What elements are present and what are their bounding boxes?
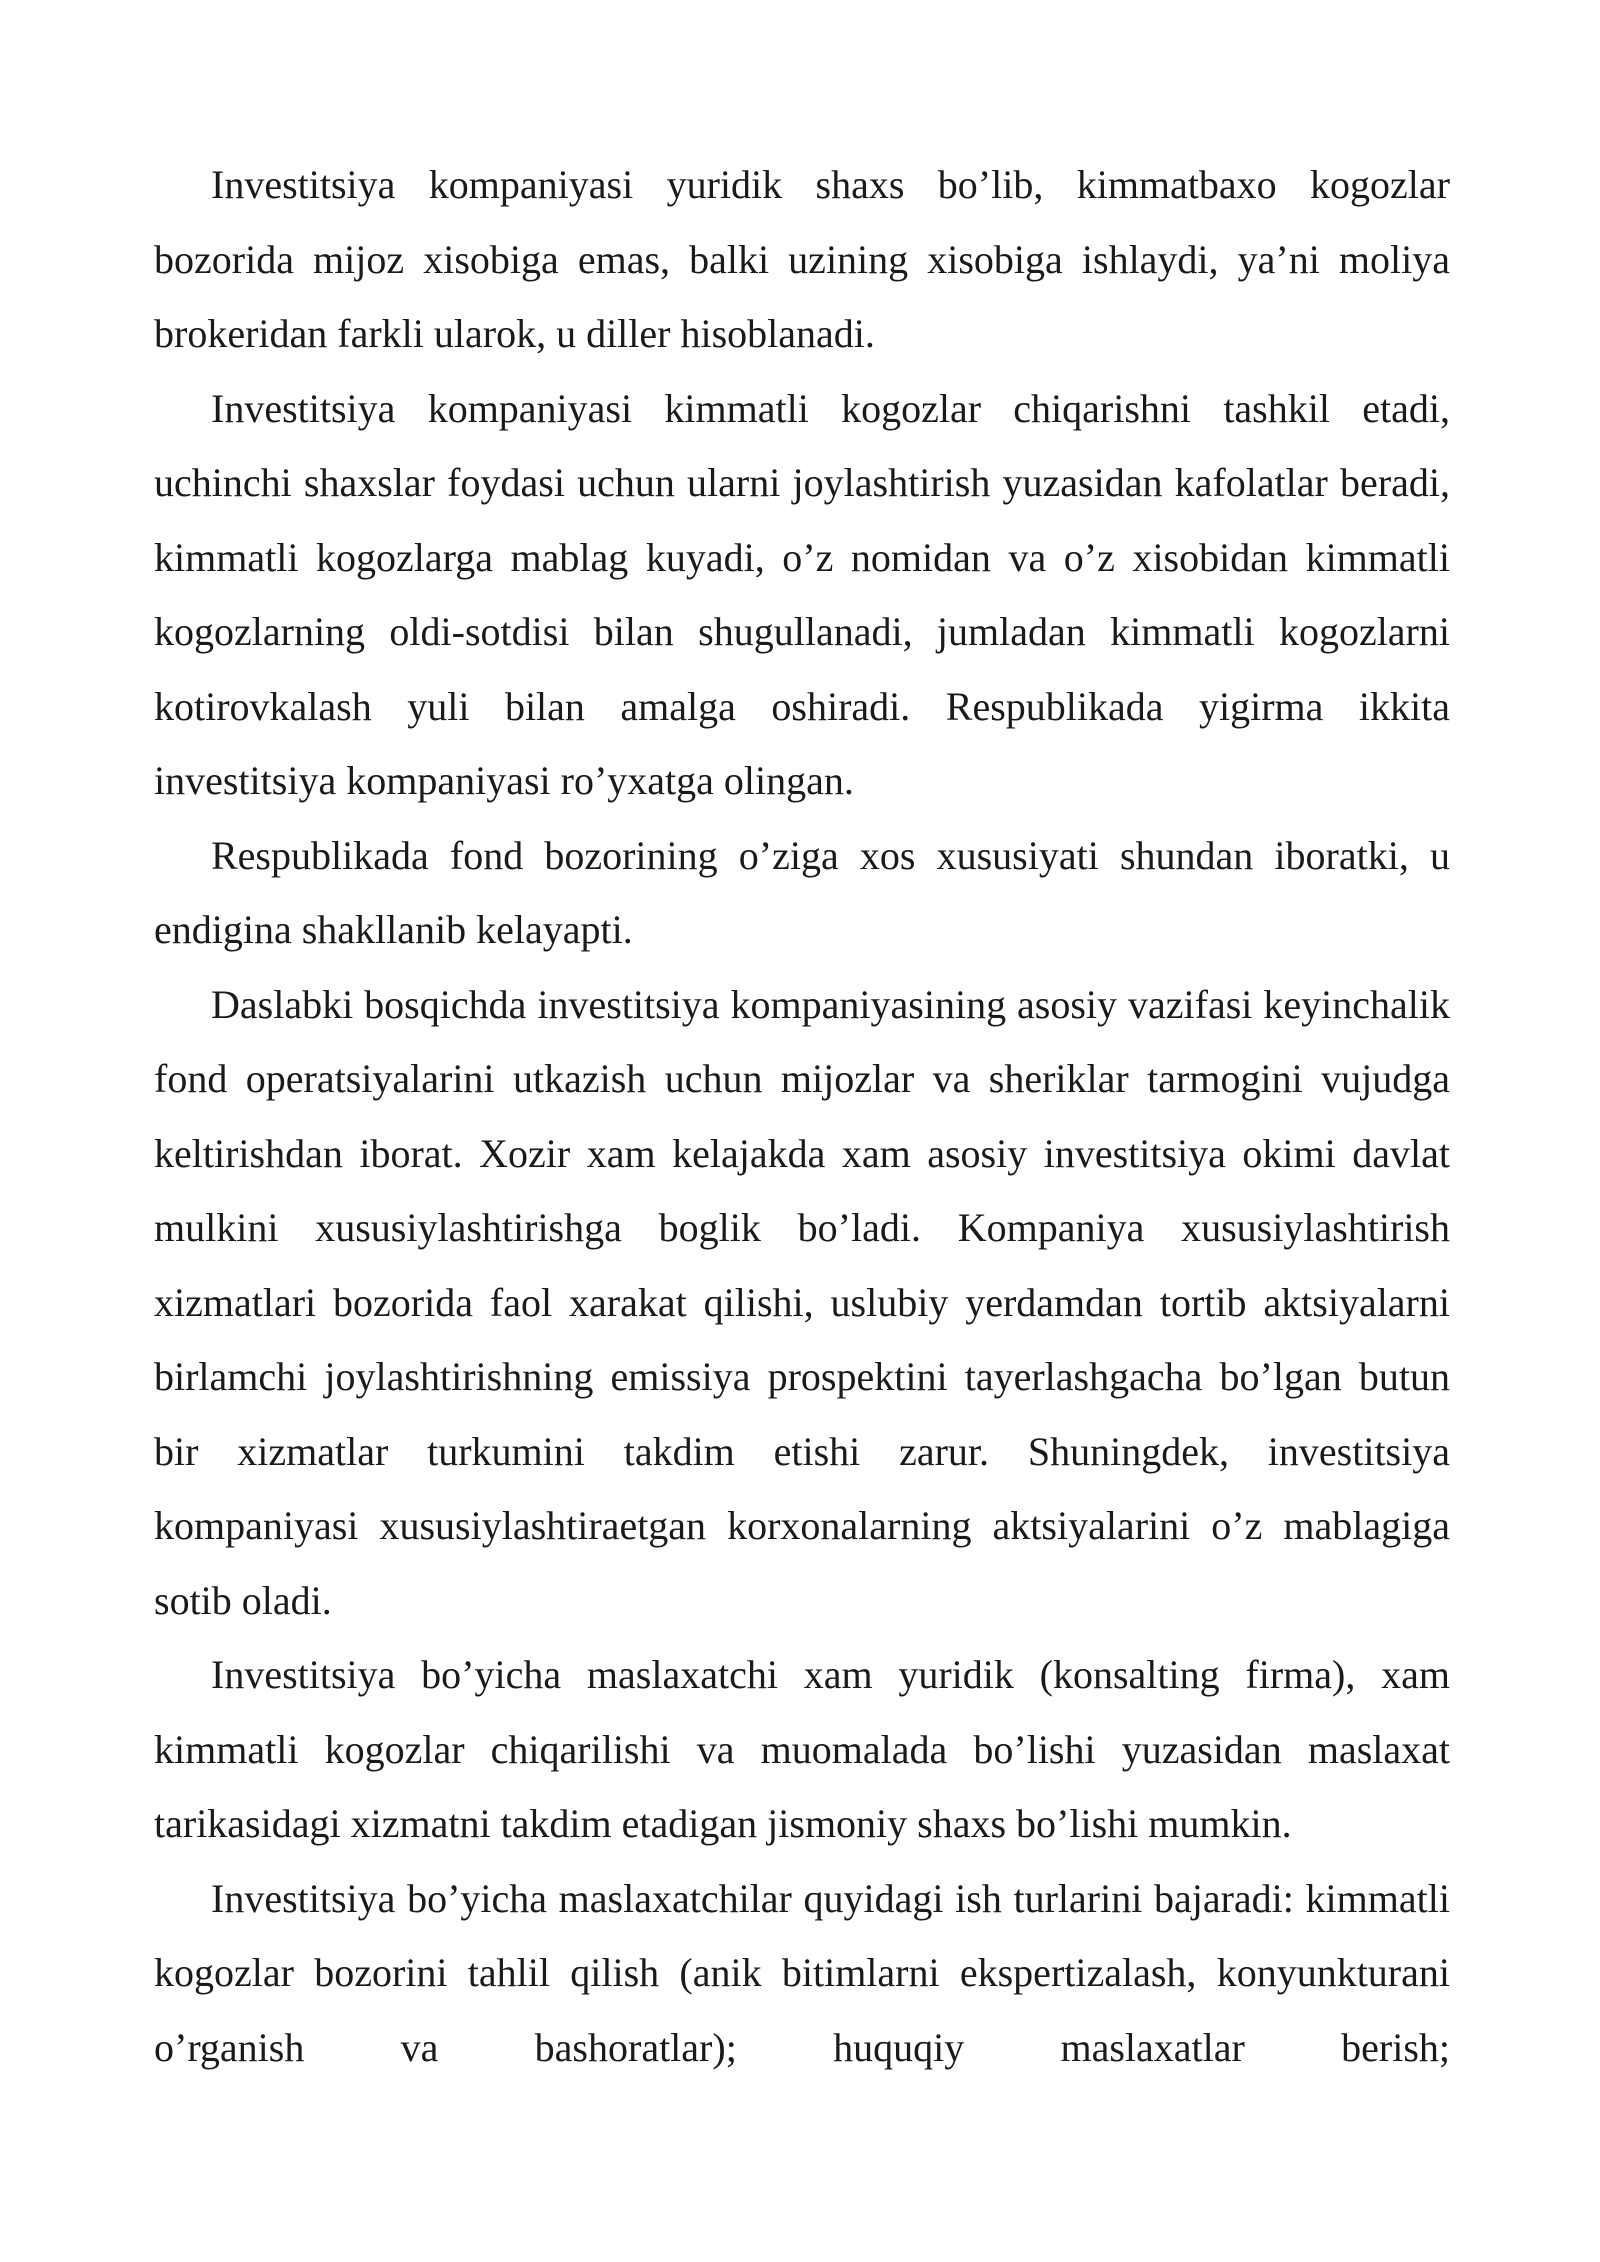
paragraph-investment-company-definition: Investitsiya kompaniyasi yuridik shaxs bo’lib, kimmatbaxo kogozlar bozorida mijoz xisobiga emas, balki uzining xisobiga ishlaydi, ya’ni moliya brokeridan farkli ularok, u diller hisoblanadi. (154, 162, 1450, 356)
paragraph-initial-stage-tasks: Daslabki bosqichda investitsiya kompaniyasining asosiy vazifasi keyinchalik fond operatsiyalarini utkazish uchun mijozlar va sheriklar tarmogini vujudga keltirishdan iborat. Xozir xam kelajakda xam asosiy investitsiya okimi davlat mulkini xususiylashtirishga boglik bo’ladi. Kompaniya xususiylashtirish xizmatlari bozorida faol xarakat qilishi, uslubiy yerdamdan tortib aktsiyalarni birlamchi joylashtirishning emissiya prospektini tayerlashgacha bo’lgan butun bir xizmatlar turkumini takdim etishi zarur. Shuningdek, investitsiya kompaniyasi xususiylashtiraetgan korxonalarning aktsiyalarini o’z mablagiga sotib oladi. (154, 981, 1450, 1623)
paragraph-investment-adviser: Investitsiya bo’yicha maslaxatchi xam yuridik (konsalting firma), xam kimmatli kogozlar chiqarilishi va muomalada bo’lishi yuzasidan maslaxat tarikasidagi xizmatni takdim etadigan jismoniy shaxs bo’lishi mumkin. (154, 1652, 1450, 1846)
paragraph-fond-market-feature: Respublikada fond bozorining o’ziga xos xususiyati shundan iboratki, u endigina shakllanib kelayapti. (154, 832, 1450, 952)
paragraph-adviser-work-types: Investitsiya bo’yicha maslaxatchilar quyidagi ish turlarini bajaradi: kimmatli kogozlar bozorini tahlil qilish (anik bitimlarni ekspertizalash, konyunkturani o’rganish va bashoratlar); huquqiy maslaxatlar berish; (154, 1875, 1450, 2070)
paragraph-investment-company-functions: Investitsiya kompaniyasi kimmatli kogozlar chiqarishni tashkil etadi, uchinchi shaxslar foydasi uchun ularni joylashtirish yuzasidan kafolatlar beradi, kimmatli kogozlarga mablag kuyadi, o’z nomidan va o’z xisobidan kimmatli kogozlarning oldi-sotdisi bilan shugullanadi, jumladan kimmatli kogozlarni kotirovkalash yuli bilan amalga oshiradi. Respublikada yigirma ikkita investitsiya kompaniyasi ro’yxatga olingan. (154, 385, 1450, 803)
document-page (154, 148, 1450, 2085)
